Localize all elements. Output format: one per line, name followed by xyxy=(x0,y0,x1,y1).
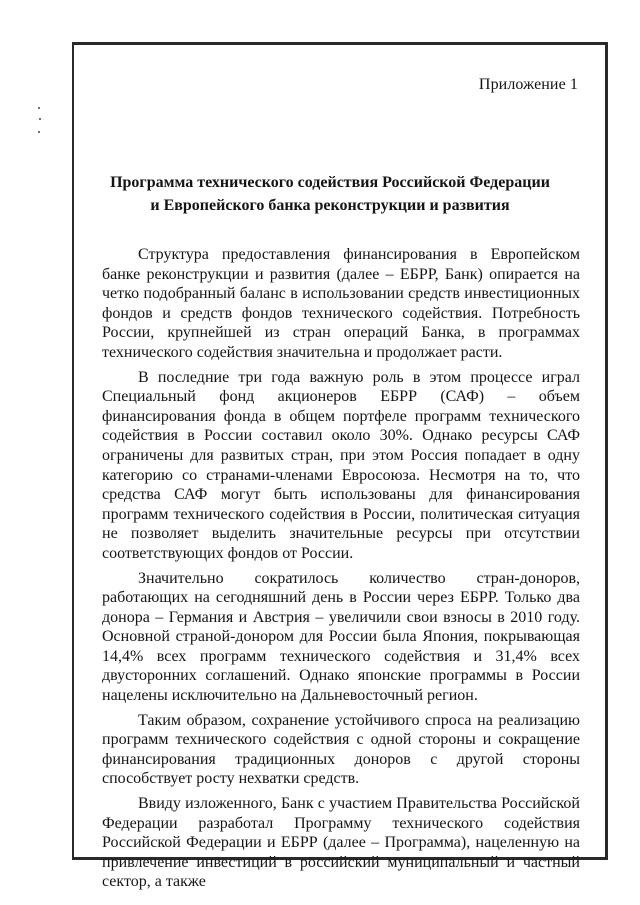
paragraph-4: Таким образом, сохранение устойчивого спроса на реализацию программ технического содействия с одной стороны и сокращение финансирования традиционных доноров с другой стороны способствует росту нехватки средств. xyxy=(102,711,580,788)
scan-speck xyxy=(38,131,40,133)
paragraph-5: Ввиду изложенного, Банк с участием Правительства Российской Федерации разработал Программу технического содействия Российской Федерации и ЕБРР (далее – Программа), нацеленную на привлечение инвестиций в российский муниципальный и частный сектор, а также xyxy=(102,795,580,891)
paragraph-1: Структура предоставления финансирования в Европейском банке реконструкции и развития (далее – ЕБРР, Банк) опирается на четко подобранный баланс в использовании средств инвестиционных фондов и средств фондов технического содействия. Потребность России, крупнейшей из стран операций Банка, в программах технического содействия значительна и продолжает расти. xyxy=(102,246,580,361)
appendix-label: Приложение 1 xyxy=(478,76,578,93)
title-line-1: Программа технического содействия Российской Федерации xyxy=(110,174,550,191)
scan-speck xyxy=(39,118,41,120)
document-title xyxy=(100,171,560,217)
title-line-2: и Европейского банка реконструкции и развития xyxy=(150,197,510,214)
scan-speck xyxy=(38,107,40,109)
body-text xyxy=(102,245,580,897)
paragraph-2: В последние три года важную роль в этом процессе играл Специальный фонд акционеров ЕБРР (САФ) – объем финансирования фонда в общем портфеле программ технического содействия в России составил около 30%. Однако ресурсы САФ ограничены для развитых стран, при этом Россия попадает в одну категорию со странами-членами Евросоюза. Несмотря на то, что средства САФ могут быть использованы для финансирования программ технического содействия в России, политическая ситуация не позволяет выделить значительные ресурсы при отсутствии соответствующих фондов от России. xyxy=(102,368,580,562)
paragraph-3: Значительно сократилось количество стран-доноров, работающих на сегодняшний день в России через ЕБРР. Только два донора – Германия и Австрия – увеличили свои взносы в 2010 году. Основной страной-донором для России была Япония, покрывающая 14,4% всех программ технического содействия и 31,4% всех двусторонних соглашений. Однако японские программы в России нацелены исключительно на Дальневосточный регион. xyxy=(102,569,580,705)
